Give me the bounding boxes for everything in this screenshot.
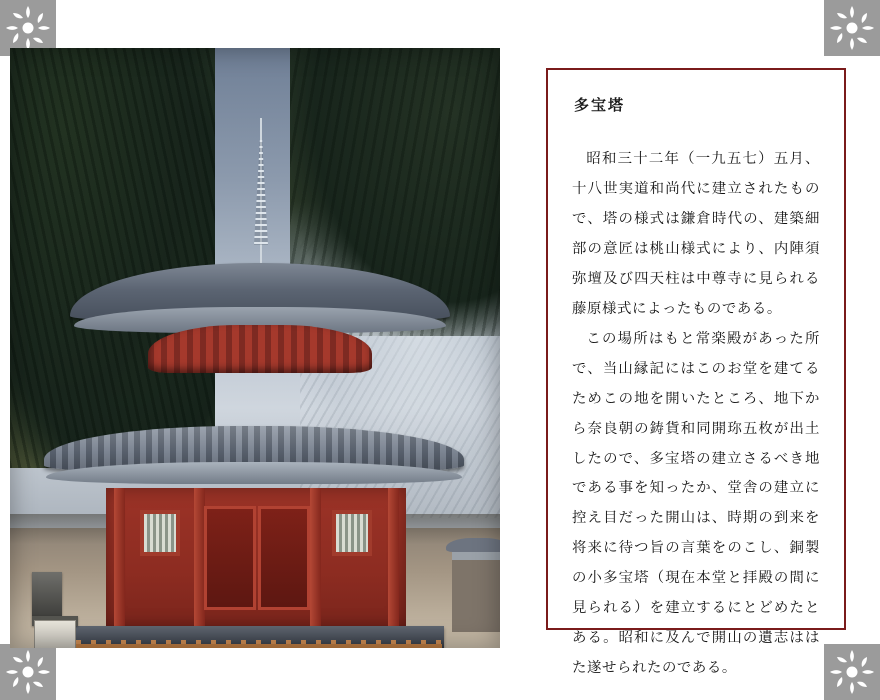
corner-ornament-top-right bbox=[824, 0, 880, 56]
pagoda-finial bbox=[253, 118, 269, 268]
wooden-fence bbox=[76, 640, 442, 648]
lattice-window bbox=[332, 510, 372, 556]
panel-paragraph-1: 昭和三十二年（一九五七）五月、十八世実道和尚代に建立されたもので、塔の様式は鎌倉時代の、建築細部の意匠は桃山様式により、内陣須弥壇及び四天柱は中尊寺に見られる藤原様式によったものである。 bbox=[572, 151, 820, 317]
pillar bbox=[114, 488, 125, 628]
trees-left bbox=[10, 48, 215, 468]
side-building bbox=[452, 546, 500, 632]
lower-roof-eave bbox=[46, 462, 462, 484]
corner-ornament-bottom-right bbox=[824, 644, 880, 700]
panel-paragraph-2: この場所はもと常楽殿があった所で、当山縁記にはこのお堂を建てるためこの地を開いたところ、地下から奈良朝の鋳貨和同開珎五枚が出土したので、多宝塔の建立さるべき地である事を知ったか、堂舎の建立に控え目だった開山は、時期の到来を将来に待つ旨の言葉をのこし、銅製の小多宝塔（現在本堂と拝殿の間に見られる）を建立するにとどめたとある。昭和に及んで開山の遺志ははた遂せられたのである。 bbox=[572, 330, 820, 677]
upper-roof bbox=[70, 263, 450, 378]
information-sign bbox=[34, 620, 76, 648]
description-panel bbox=[546, 68, 846, 677]
lattice-window bbox=[140, 510, 180, 556]
temple-door bbox=[258, 506, 310, 610]
pillar bbox=[388, 488, 399, 628]
upper-roof-brackets bbox=[148, 325, 372, 373]
temple-door bbox=[204, 506, 256, 610]
panel-body bbox=[572, 145, 820, 684]
pagoda-photograph bbox=[10, 48, 500, 648]
photograph-scene bbox=[10, 48, 500, 648]
panel-title: 多宝塔 bbox=[574, 96, 626, 114]
corner-ornament-bottom-left bbox=[0, 644, 56, 700]
stone-lantern bbox=[32, 572, 62, 616]
finial-rings bbox=[254, 140, 268, 245]
pillar bbox=[310, 488, 321, 628]
fence-rail bbox=[76, 644, 442, 648]
pagoda-body bbox=[106, 488, 406, 628]
